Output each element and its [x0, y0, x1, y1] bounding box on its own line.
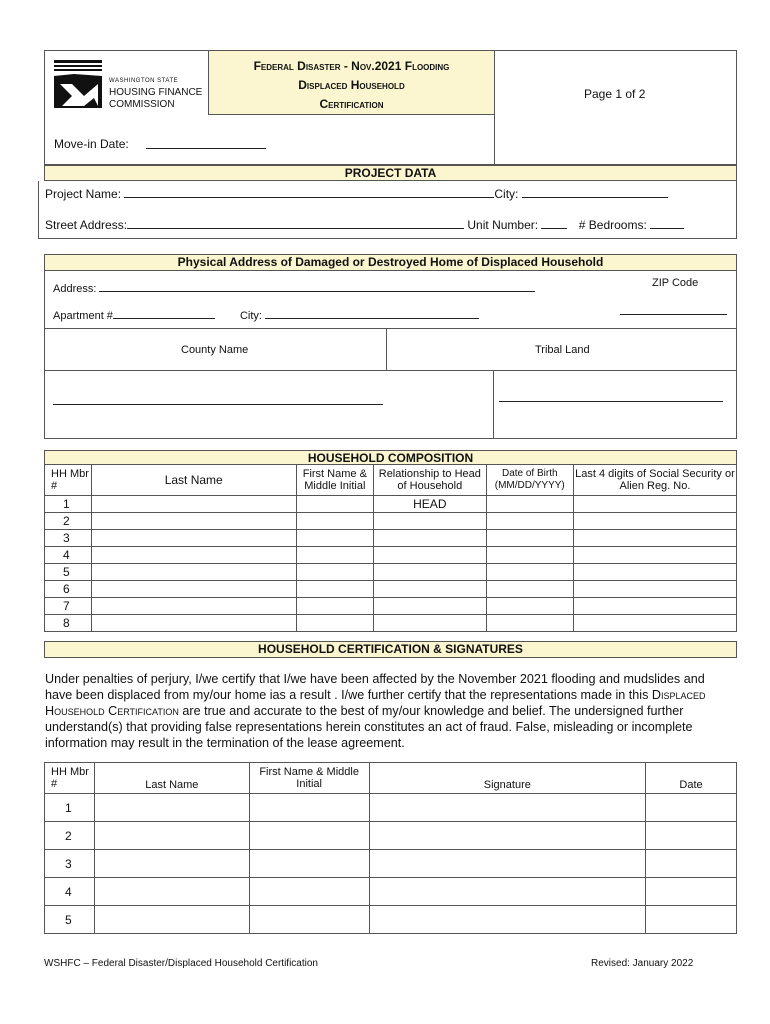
- physical-city-label: City:: [239, 310, 262, 322]
- logo-line-3: COMMISSION: [109, 99, 175, 110]
- county-name-label: County Name: [181, 344, 249, 356]
- project-city-field[interactable]: [522, 187, 668, 198]
- title-line-1: Federal Disaster - Nov.2021 Flooding: [253, 59, 450, 73]
- table-row: [45, 581, 737, 598]
- sig-last-name-cell[interactable]: [94, 822, 249, 850]
- table-row: [45, 496, 737, 513]
- table-row: [45, 878, 737, 906]
- row-number: 4: [45, 547, 92, 564]
- sig-first-name-cell[interactable]: [249, 794, 369, 822]
- signature-cell[interactable]: [369, 878, 646, 906]
- last-name-cell[interactable]: [91, 581, 296, 598]
- signature-cell[interactable]: [369, 794, 646, 822]
- page-number: Page 1 of 2: [584, 87, 646, 101]
- ssn-cell[interactable]: [573, 530, 736, 547]
- signature-header: Signature: [369, 763, 646, 794]
- table-row: [45, 564, 737, 581]
- tribal-divider: [493, 371, 494, 439]
- page-cell: [494, 51, 736, 165]
- table-row: [45, 547, 737, 564]
- certification-text-pre: Under penalties of perjury, I/we certify that I/we have been affected by the November 2021 flooding and mudslides and have been displaced from my/our home ias a result . I/we further certify that the representations made in this: [45, 672, 705, 702]
- row-number: 5: [45, 906, 95, 934]
- certification-text: [45, 671, 735, 751]
- first-name-cell[interactable]: [296, 564, 373, 581]
- dob-cell[interactable]: [486, 496, 573, 513]
- table-row: [45, 530, 737, 547]
- certification-text-form-name: Displaced Household Certification: [45, 688, 706, 718]
- first-name-cell[interactable]: [296, 615, 373, 632]
- unit-number-field[interactable]: [541, 218, 567, 229]
- last-name-cell[interactable]: [91, 496, 296, 513]
- first-name-cell[interactable]: [296, 598, 373, 615]
- unit-number-label: Unit Number:: [467, 218, 539, 232]
- dob-header: Date of Birth (MM/DD/YYYY): [486, 465, 573, 496]
- sig-first-name-cell[interactable]: [249, 906, 369, 934]
- table-row: [45, 822, 737, 850]
- project-data-title: PROJECT DATA: [344, 166, 437, 180]
- relationship-cell[interactable]: [374, 564, 487, 581]
- title-cell: [208, 51, 494, 115]
- signature-cell[interactable]: [369, 822, 646, 850]
- row-number: 3: [45, 530, 92, 547]
- apartment-row: [53, 308, 479, 322]
- certification-text-post: are true and accurate to the best of my/our knowledge and belief. The undersigned further understand(s) that providing false representations herein constitutes an act of fraud. False, misleading or incomplete information may result in the termination of the lease agreement.: [45, 704, 693, 750]
- project-name-row: [45, 187, 668, 201]
- tribal-land-field[interactable]: [499, 391, 723, 402]
- sig-first-name-cell[interactable]: [249, 822, 369, 850]
- date-cell[interactable]: [646, 850, 737, 878]
- ssn-cell[interactable]: [573, 598, 736, 615]
- row-number: 5: [45, 564, 92, 581]
- physical-address-title: Physical Address of Damaged or Destroyed Home of Displaced Household: [177, 255, 604, 269]
- address-field[interactable]: [99, 281, 535, 292]
- sig-first-name-header: First Name & Middle Initial: [249, 763, 369, 794]
- tribal-land-label: Tribal Land: [535, 344, 590, 356]
- sig-last-name-header: Last Name: [94, 763, 249, 794]
- last-name-header: Last Name: [91, 465, 296, 496]
- dob-cell[interactable]: [486, 530, 573, 547]
- relationship-cell[interactable]: [374, 581, 487, 598]
- first-name-cell[interactable]: [296, 547, 373, 564]
- move-in-date-label: Move-in Date:: [54, 137, 129, 151]
- physical-address-header: [44, 254, 737, 271]
- footer-left: WSHFC – Federal Disaster/Displaced Household Certification: [44, 958, 318, 969]
- relationship-cell[interactable]: [374, 615, 487, 632]
- signature-table: [44, 762, 737, 934]
- hh-mbr-header: HH Mbr #: [45, 465, 92, 496]
- sig-last-name-cell[interactable]: [94, 906, 249, 934]
- bedrooms-label: # Bedrooms:: [578, 218, 647, 232]
- dob-cell[interactable]: [486, 598, 573, 615]
- household-composition-title: HOUSEHOLD COMPOSITION: [307, 451, 474, 465]
- street-address-field[interactable]: [127, 218, 464, 229]
- project-city-label: City:: [494, 187, 519, 201]
- street-address-label: Street Address:: [45, 218, 128, 232]
- footer-right: Revised: January 2022: [591, 958, 694, 969]
- row-number: 8: [45, 615, 92, 632]
- table-row: [45, 794, 737, 822]
- bedrooms-field[interactable]: [650, 218, 684, 229]
- ssn-cell[interactable]: [573, 547, 736, 564]
- wshfc-logo-icon: [54, 60, 106, 110]
- certification-title: HOUSEHOLD CERTIFICATION & SIGNATURES: [258, 642, 523, 656]
- move-in-date-field[interactable]: [146, 138, 266, 149]
- certification-header: [44, 641, 737, 658]
- address-label: Address:: [53, 283, 97, 295]
- apartment-field[interactable]: [113, 308, 215, 319]
- dob-cell[interactable]: [486, 513, 573, 530]
- county-name-field[interactable]: [53, 394, 383, 405]
- date-cell[interactable]: [646, 794, 737, 822]
- row-number: 2: [45, 822, 95, 850]
- last-name-cell[interactable]: [91, 615, 296, 632]
- last-name-cell[interactable]: [91, 547, 296, 564]
- first-name-cell[interactable]: [296, 530, 373, 547]
- ssn-header: Last 4 digits of Social Security or Alien Reg. No.: [573, 465, 736, 496]
- date-cell[interactable]: [646, 878, 737, 906]
- signature-cell[interactable]: [369, 850, 646, 878]
- sig-last-name-cell[interactable]: [94, 794, 249, 822]
- row-number: 1: [45, 496, 92, 513]
- last-name-cell[interactable]: [91, 530, 296, 547]
- zip-code-field[interactable]: [620, 304, 727, 315]
- sig-last-name-cell[interactable]: [94, 850, 249, 878]
- ssn-cell[interactable]: [573, 615, 736, 632]
- apartment-label: Apartment #: [53, 310, 113, 322]
- table-row: [45, 513, 737, 530]
- first-name-cell[interactable]: [296, 581, 373, 598]
- row-number: 2: [45, 513, 92, 530]
- title-line-2: Displaced Household: [298, 78, 405, 92]
- dob-cell[interactable]: [486, 564, 573, 581]
- date-header: Date: [646, 763, 737, 794]
- street-address-row: [45, 218, 684, 232]
- logo-line-2: HOUSING FINANCE: [109, 87, 203, 98]
- relationship-cell[interactable]: [374, 598, 487, 615]
- sig-last-name-cell[interactable]: [94, 878, 249, 906]
- sig-first-name-cell[interactable]: [249, 878, 369, 906]
- project-name-field[interactable]: [124, 187, 494, 198]
- address-row: [53, 281, 535, 295]
- sig-first-name-cell[interactable]: [249, 850, 369, 878]
- project-data-header: [44, 165, 737, 181]
- relationship-cell[interactable]: [374, 547, 487, 564]
- logo-line-1: WASHINGTON STATE: [109, 78, 179, 84]
- row-number: 6: [45, 581, 92, 598]
- ssn-cell[interactable]: [573, 564, 736, 581]
- relationship-header: Relationship to Head of Household: [374, 465, 487, 496]
- household-composition-header: [44, 450, 737, 465]
- row-number: 3: [45, 850, 95, 878]
- last-name-cell[interactable]: [91, 513, 296, 530]
- date-cell[interactable]: [646, 822, 737, 850]
- table-row: [45, 850, 737, 878]
- table-row: [45, 906, 737, 934]
- date-cell[interactable]: [646, 906, 737, 934]
- dob-cell[interactable]: [486, 615, 573, 632]
- row-number: 4: [45, 878, 95, 906]
- physical-city-field[interactable]: [265, 308, 479, 319]
- first-name-cell[interactable]: [296, 496, 373, 513]
- first-name-cell[interactable]: [296, 513, 373, 530]
- row-number: 1: [45, 794, 95, 822]
- relationship-cell: HEAD: [374, 496, 487, 513]
- relationship-cell[interactable]: [374, 530, 487, 547]
- table-row: [45, 598, 737, 615]
- signature-cell[interactable]: [369, 906, 646, 934]
- ssn-cell[interactable]: [573, 496, 736, 513]
- title-line-3: Certification: [319, 97, 384, 111]
- sig-hh-mbr-header: HH Mbr #: [45, 763, 95, 794]
- first-name-header: First Name & Middle Initial: [296, 465, 373, 496]
- last-name-cell[interactable]: [91, 598, 296, 615]
- dob-cell[interactable]: [486, 581, 573, 598]
- zip-code-label: ZIP Code: [652, 277, 699, 289]
- ssn-cell[interactable]: [573, 581, 736, 598]
- household-composition-table: [44, 464, 737, 632]
- table-row: [45, 615, 737, 632]
- ssn-cell[interactable]: [573, 513, 736, 530]
- project-name-label: Project Name:: [45, 187, 122, 201]
- dob-cell[interactable]: [486, 547, 573, 564]
- row-number: 7: [45, 598, 92, 615]
- logo: [54, 60, 204, 110]
- relationship-cell[interactable]: [374, 513, 487, 530]
- last-name-cell[interactable]: [91, 564, 296, 581]
